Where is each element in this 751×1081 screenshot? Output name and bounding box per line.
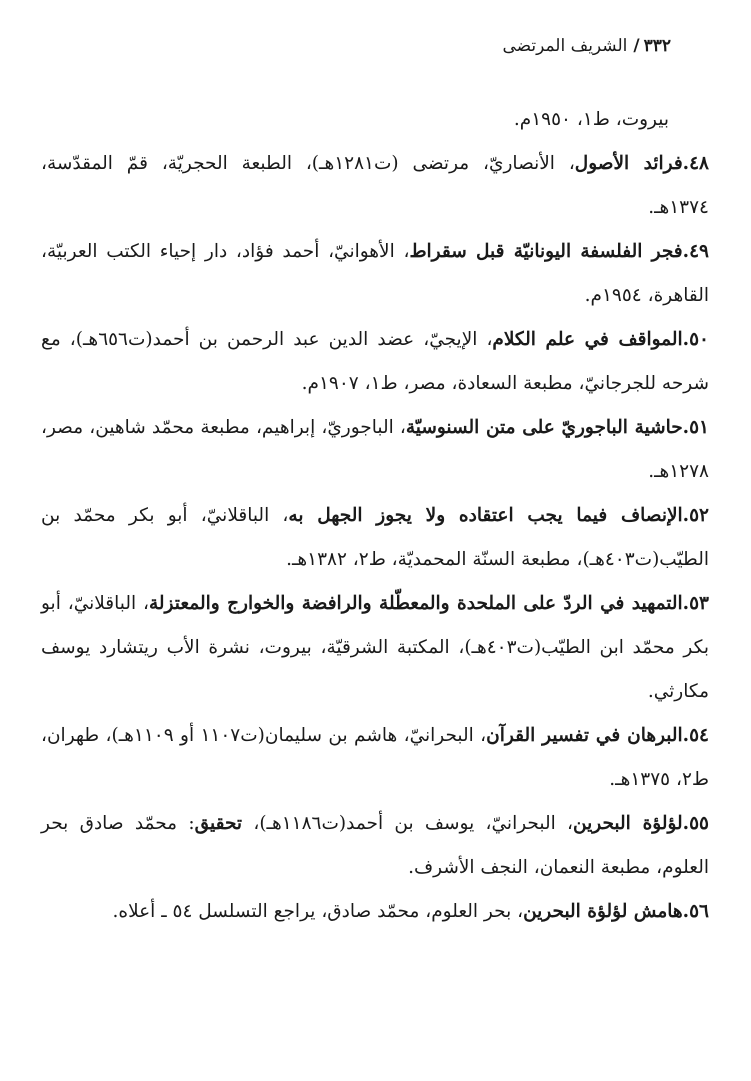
entry-text: ، بحر العلوم، محمّد صادق، يراجع التسلسل ٥٤ ـ أعلاه.: [112, 901, 524, 922]
entry-title: هامش لؤلؤة البحرين: [523, 901, 683, 922]
entry-number: ٥٣.: [682, 593, 709, 614]
bibliography-entry-51: [41, 406, 709, 494]
entry-text: ، الأهوانيّ، أحمد فؤاد، دار إحياء الكتب العربيّة، القاهرة، ١٩٥٤م.: [41, 241, 709, 306]
entry-number: ٥٤.: [682, 725, 709, 746]
bibliography-entry-54: [41, 714, 709, 802]
entry-number: ٥٥.: [682, 813, 709, 834]
bibliography-list: [41, 98, 709, 934]
entry-title: فجر الفلسفة اليونانيّة قبل سقراط: [409, 241, 683, 262]
entry-text: بيروت، ط١، ١٩٥٠م.: [513, 109, 669, 130]
entry-title: البرهان في تفسير القرآن: [486, 725, 683, 746]
bibliography-entry-50: [41, 318, 709, 406]
entry-title: حاشية الباجوريّ على متن السنوسيّة: [405, 417, 683, 438]
entry-text: ، البحرانيّ، يوسف بن أحمد(ت١١٨٦هـ)،: [242, 813, 573, 834]
entry-editor-label: تحقيق: [194, 813, 243, 834]
entry-title: الإنصاف فيما يجب اعتقاده ولا يجوز الجهل به: [288, 505, 683, 526]
entry-title: فرائد الأصول: [574, 153, 683, 174]
running-title: الشريف المرتضى: [502, 36, 628, 56]
bibliography-entry-53: [41, 582, 709, 714]
bibliography-entry-52: [41, 494, 709, 582]
entry-text-continued: : محمّد صادق بحر العلوم، مطبعة النعمان، النجف الأشرف.: [41, 813, 709, 878]
entry-number: ٥١.: [682, 417, 709, 438]
entry-text: ، الباجوريّ، إبراهيم، مطبعة محمّد شاهين، مصر، ١٢٧٨هـ.: [41, 417, 709, 482]
page-number: ٣٣٢: [643, 36, 671, 56]
running-header: [502, 34, 671, 58]
entry-number: ٤٨.: [682, 153, 709, 174]
entry-text: ، البحرانيّ، هاشم بن سليمان(ت١١٠٧ أو ١١٠٩هـ)، طهران، ط٢، ١٣٧٥هـ.: [41, 725, 709, 790]
entry-text: ، الباقلانيّ، أبو بكر محمّد ابن الطيّب(ت٤٠٣هـ)، المكتبة الشرقيّة، بيروت، نشرة الأب ريتشارد يوسف مكارثي.: [41, 593, 710, 702]
entry-text: ، الإيجيّ، عضد الدين عبد الرحمن بن أحمد(ت٦٥٦هـ)، مع شرحه للجرجانيّ، مطبعة السعادة، مصر، ط١، ١٩٠٧م.: [41, 329, 709, 394]
bibliography-entry-continuation: [41, 98, 709, 142]
entry-text: ، الباقلانيّ، أبو بكر محمّد بن الطيّب(ت٤٠٣هـ)، مطبعة السنّة المحمديّة، ط٢، ١٣٨٢هـ.: [41, 505, 709, 570]
entry-text: ، الأنصاريّ، مرتضى (ت١٢٨١هـ)، الطبعة الحجريّة، قمّ المقدّسة، ١٣٧٤هـ.: [41, 153, 709, 218]
entry-number: ٥٦.: [682, 901, 709, 922]
header-separator: /: [633, 36, 640, 56]
bibliography-entry-48: [41, 142, 709, 230]
bibliography-entry-55: [41, 802, 709, 890]
bibliography-entry-56: [41, 890, 709, 934]
entry-number: ٥٢.: [682, 505, 709, 526]
entry-number: ٥٠.: [682, 329, 709, 350]
bibliography-entry-49: [41, 230, 709, 318]
entry-title: التمهيد في الردّ على الملحدة والمعطّلة والرافضة والخوارج والمعتزلة: [148, 593, 683, 614]
entry-number: ٤٩.: [682, 241, 709, 262]
entry-title: لؤلؤة البحرين: [573, 813, 683, 834]
entry-title: المواقف في علم الكلام: [492, 329, 683, 350]
